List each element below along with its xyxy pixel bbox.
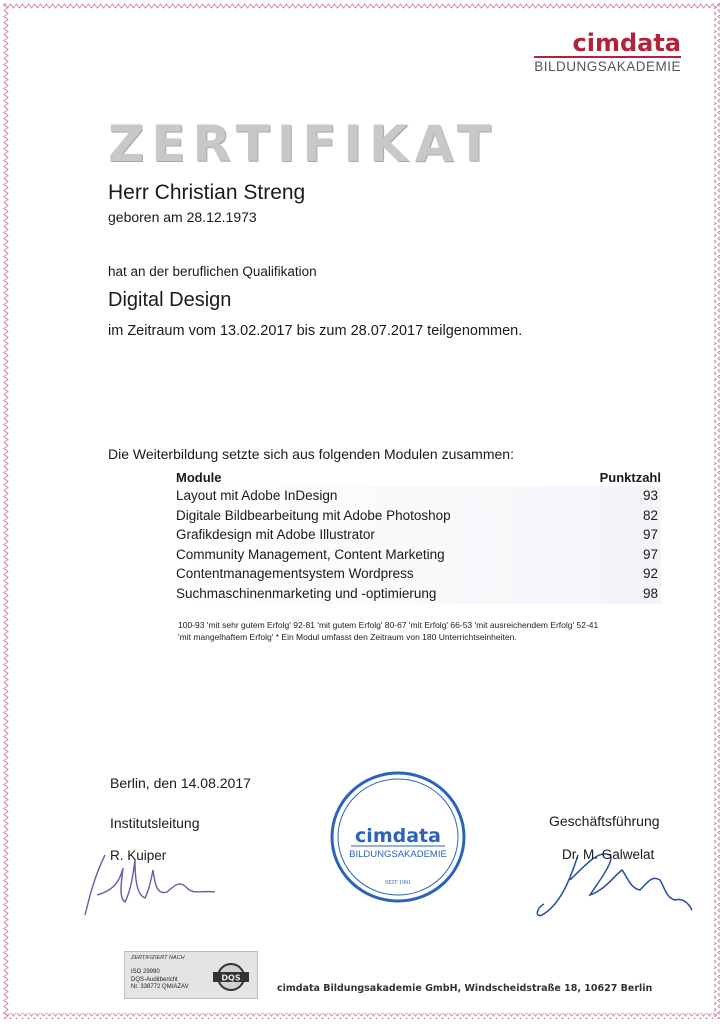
module-score: 82 bbox=[642, 507, 658, 523]
place-date: Berlin, den 14.08.2017 bbox=[110, 775, 251, 791]
iso-head: ZERTIFIZIERT NACH bbox=[131, 955, 185, 961]
brand-name: cimdata bbox=[572, 29, 681, 57]
brand-logo bbox=[534, 30, 681, 74]
modules-intro: Die Weiterbildung setzte sich aus folgenden Modulen zusammen: bbox=[108, 446, 514, 462]
recipient-name: Herr Christian Streng bbox=[108, 181, 306, 204]
signature-right bbox=[530, 820, 700, 930]
stamp-subtitle: BILDUNGSAKADEMIE bbox=[349, 849, 447, 860]
table-row bbox=[176, 545, 661, 565]
course-name: Digital Design bbox=[108, 289, 232, 311]
table-row bbox=[176, 486, 661, 506]
legend-line-1: 100-93 'mit sehr gutem Erfolg' 92-81 'mit gutem Erfolg' 80-67 'mit Erfolg' 66-53 'mit ausreichendem Erfolg' 52-41 bbox=[178, 620, 599, 630]
module-name: Digitale Bildbearbeitung mit Adobe Photoshop bbox=[176, 507, 451, 523]
left-signatory-title: Institutsleitung bbox=[110, 815, 200, 831]
iso-details bbox=[131, 969, 189, 992]
iso-line-2: DQS-Auditbericht bbox=[131, 976, 178, 983]
course-period: im Zeitraum vom 13.02.2017 bis zum 28.07.2017 teilgenommen. bbox=[108, 323, 523, 339]
iso-line-1: ISO 29990 bbox=[131, 969, 160, 975]
module-score: 97 bbox=[642, 527, 658, 543]
footer-address: cimdata Bildungsakademie GmbH, Windscheidstraße 18, 10627 Berlin bbox=[277, 983, 653, 994]
right-signatory-name: Dr. M. Galwelat bbox=[562, 847, 655, 862]
iso-line-3: Nr. 338772 QM/AZAV bbox=[131, 984, 189, 990]
module-name: Suchmaschinenmarketing und -optimierung bbox=[176, 585, 437, 601]
grading-legend bbox=[178, 619, 618, 643]
qualification-intro: hat an der beruflichen Qualifikation bbox=[108, 264, 317, 279]
birth-date: geboren am 28.12.1973 bbox=[108, 209, 257, 225]
right-signatory-title: Geschäftsführung bbox=[549, 813, 660, 829]
table-row bbox=[176, 584, 661, 604]
dqs-logo-text: DQS bbox=[221, 973, 241, 983]
table-row bbox=[176, 564, 661, 584]
stamp-since: SEIT 1991 bbox=[384, 880, 412, 886]
modules-table-header bbox=[176, 470, 661, 486]
table-row bbox=[176, 506, 661, 526]
module-score: 98 bbox=[642, 585, 658, 601]
module-name: Community Management, Content Marketing bbox=[176, 546, 445, 562]
table-row bbox=[176, 525, 661, 545]
dqs-logo-icon bbox=[211, 962, 251, 992]
module-score: 93 bbox=[642, 488, 658, 503]
stamp-name: cimdata bbox=[355, 825, 441, 847]
modules-table bbox=[176, 470, 661, 604]
official-stamp bbox=[329, 770, 467, 904]
header-score: Punktzahl bbox=[599, 470, 661, 485]
left-signatory-name: R. Kuiper bbox=[110, 848, 167, 863]
module-name: Contentmanagementsystem Wordpress bbox=[176, 566, 414, 582]
legend-line-2: 'mit mangelhaftem Erfolg' * Ein Modul umfasst den Zeitraum von 180 Unterrichtseinheiten. bbox=[178, 632, 517, 642]
module-name: Layout mit Adobe InDesign bbox=[176, 488, 338, 503]
module-score: 97 bbox=[642, 546, 658, 562]
module-score: 92 bbox=[642, 566, 658, 582]
brand-subtitle: BILDUNGSAKADEMIE bbox=[534, 56, 681, 74]
certificate-title: ZERTIFIKAT bbox=[108, 115, 498, 173]
iso-certification-badge bbox=[124, 951, 258, 999]
header-module: Module bbox=[176, 470, 222, 485]
module-name: Grafikdesign mit Adobe Illustrator bbox=[176, 527, 375, 543]
